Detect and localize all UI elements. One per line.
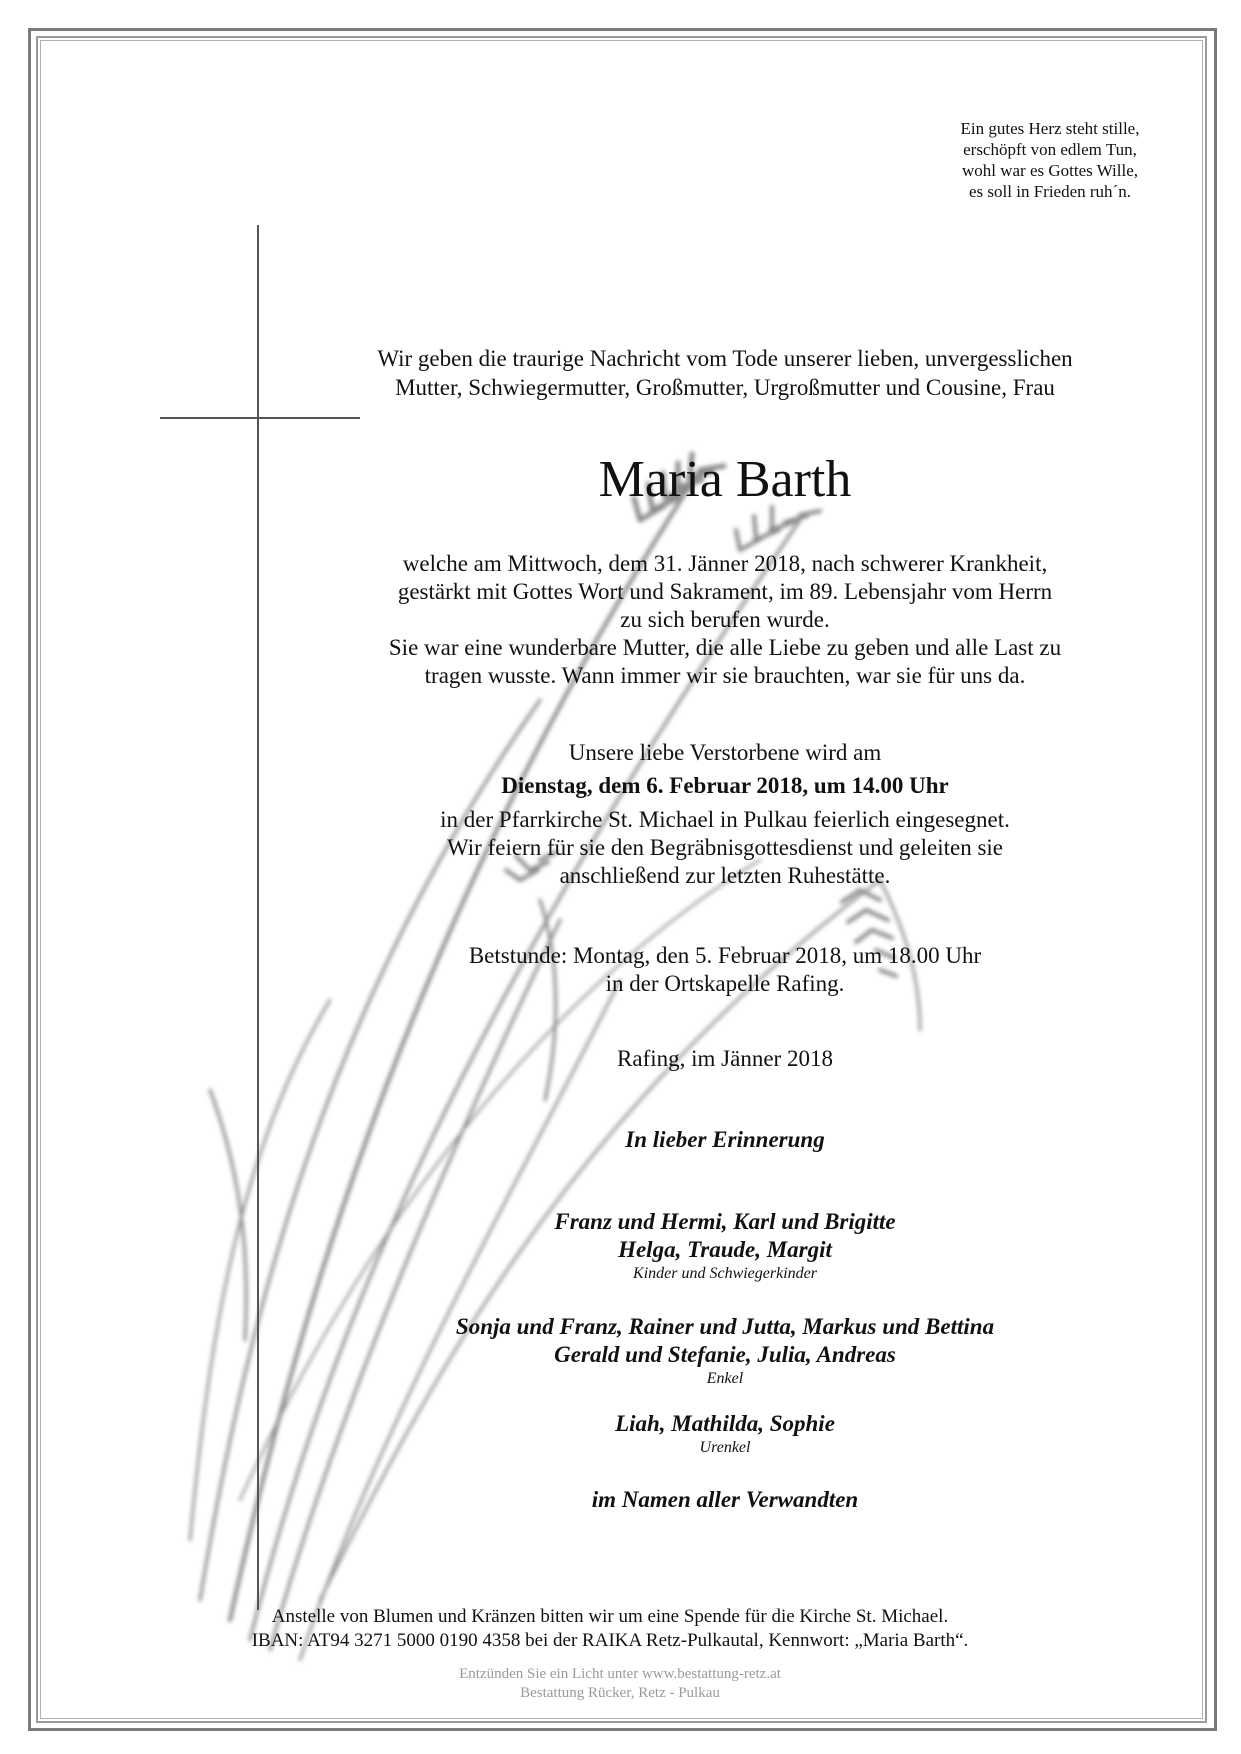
family-names: Franz und Hermi, Karl und Brigitte <box>554 1209 896 1234</box>
family-relation: Enkel <box>706 1370 744 1387</box>
family-grandchildren <box>300 1313 1150 1389</box>
paragraph-line: tragen wusste. Wann immer wir sie brauchten, war sie für uns da. <box>424 663 1026 688</box>
donation-line: Anstelle von Blumen und Kränzen bitten wir um eine Spende für die Kirche St. Michael. <box>271 1606 949 1627</box>
poem-line: es soll in Frieden ruh´n. <box>969 182 1131 201</box>
family-relation: Kinder und Schwiegerkinder <box>633 1265 817 1282</box>
family-names: Liah, Mathilda, Sophie <box>615 1411 835 1436</box>
family-children <box>350 1208 1100 1284</box>
ceremony-intro: Unsere liebe Verstorbene wird am <box>568 740 882 765</box>
donation-request <box>150 1605 1070 1653</box>
poem-line: Ein gutes Herz steht stille, <box>960 119 1140 138</box>
footer-undertaker: Bestattung Rücker, Retz - Pulkau <box>520 1685 720 1701</box>
poem-line: erschöpft von edlem Tun, <box>963 140 1137 159</box>
ceremony-line: anschließend zur letzten Ruhestätte. <box>559 863 891 888</box>
in-memory-heading: In lieber Erinnerung <box>625 1127 825 1152</box>
family-names: Sonja und Franz, Rainer und Jutta, Markus und Bettina <box>455 1314 995 1339</box>
on-behalf-of-relatives: im Namen aller Verwandten <box>591 1487 859 1512</box>
donation-line: IBAN: AT94 3271 5000 0190 4358 bei der RAIKA Retz-Pulkautal, Kennwort: „Maria Barth“. <box>251 1630 969 1651</box>
intro-line: Mutter, Schwiegermutter, Großmutter, Urgroßmutter und Cousine, Frau <box>395 375 1055 400</box>
paragraph-line: welche am Mittwoch, dem 31. Jänner 2018, nach schwerer Krankheit, <box>402 551 1048 576</box>
ceremony-date: Dienstag, dem 6. Februar 2018, um 14.00 Uhr <box>501 773 949 798</box>
family-great-grandchildren <box>400 1410 1050 1458</box>
ceremony-line: in der Pfarrkirche St. Michael in Pulkau feierlich eingesegnet. <box>440 807 1010 832</box>
intro-line: Wir geben die traurige Nachricht vom Tode unserer lieben, unvergesslichen <box>377 346 1073 371</box>
family-relation: Urenkel <box>699 1439 751 1456</box>
footer-candle-link[interactable]: Entzünden Sie ein Licht unter www.bestattung-retz.at <box>459 1666 781 1682</box>
ceremony-text <box>350 806 1100 890</box>
prayer-line: Betstunde: Montag, den 5. Februar 2018, um 18.00 Uhr <box>468 943 982 968</box>
paragraph-line: gestärkt mit Gottes Wort und Sakrament, im 89. Lebensjahr vom Herrn <box>397 579 1053 604</box>
death-paragraph <box>300 550 1150 690</box>
paragraph-line: zu sich berufen wurde. <box>620 607 830 632</box>
announcement-intro <box>300 344 1150 402</box>
paragraph-line: Sie war eine wunderbare Mutter, die alle Liebe zu geben und alle Last zu <box>388 635 1062 660</box>
cross-icon <box>160 225 360 1610</box>
family-names: Gerald und Stefanie, Julia, Andreas <box>554 1342 896 1367</box>
prayer-hour <box>350 942 1100 998</box>
footer <box>300 1665 940 1703</box>
family-names: Helga, Traude, Margit <box>618 1237 832 1262</box>
prayer-line: in der Ortskapelle Rafing. <box>605 971 845 996</box>
poem-line: wohl war es Gottes Wille, <box>961 161 1139 180</box>
ceremony-line: Wir feiern für sie den Begräbnisgottesdienst und geleiten sie <box>446 835 1004 860</box>
place-date: Rafing, im Jänner 2018 <box>617 1046 833 1071</box>
deceased-name: Maria Barth <box>598 451 852 508</box>
poem <box>860 118 1240 202</box>
